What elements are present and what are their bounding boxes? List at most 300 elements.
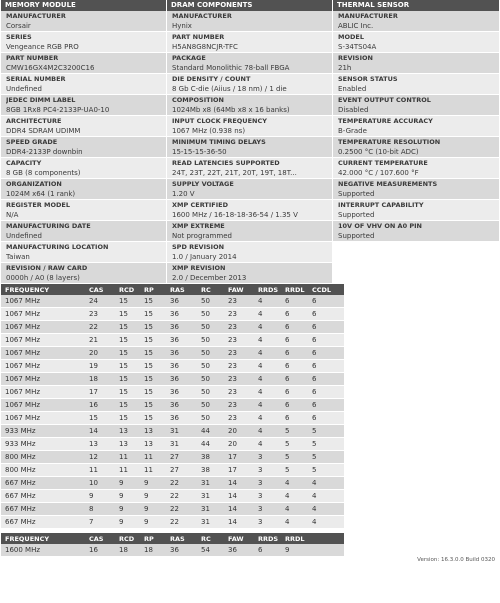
table-cell: 4 [254, 321, 281, 334]
memory-module-prop-row [1, 242, 166, 263]
prop-label: SPEED GRADE [6, 138, 58, 146]
info-panels [1, 0, 499, 284]
column-header: FAW [224, 284, 254, 295]
table-cell: 15 [115, 321, 140, 334]
table-cell: 18 [140, 544, 166, 557]
prop-value: Standard Monolithic 78-ball FBGA [172, 63, 290, 72]
table-cell: 1067 MHz [1, 321, 85, 334]
table-cell: 6 [308, 373, 344, 386]
table-cell: 24 [85, 295, 115, 308]
table-cell: 12 [85, 451, 115, 464]
table-cell: 15 [140, 386, 166, 399]
prop-value: 21h [338, 63, 352, 72]
table-cell: 16 [85, 399, 115, 412]
prop-value: 1067 MHz (0.938 ns) [172, 126, 246, 135]
memory-module-prop-row [1, 137, 166, 158]
table-cell: 667 MHz [1, 477, 85, 490]
table-cell: 44 [197, 425, 224, 438]
table-cell: 4 [308, 503, 344, 516]
table-cell: 4 [281, 490, 308, 503]
table-cell: 13 [140, 438, 166, 451]
table-cell: 17 [85, 386, 115, 399]
table-cell: 31 [197, 477, 224, 490]
table-cell: 54 [197, 544, 224, 557]
table-cell: 23 [224, 399, 254, 412]
memory-module-prop-row [1, 11, 166, 32]
table-cell: 9 [85, 490, 115, 503]
prop-value: S-34TS04A [338, 42, 377, 51]
thermal-sensor-header: THERMAL SENSOR [333, 0, 499, 11]
table-cell: 4 [254, 438, 281, 451]
table-cell: 50 [197, 399, 224, 412]
table-cell: 667 MHz [1, 490, 85, 503]
table-cell: 6 [308, 386, 344, 399]
table-cell: 6 [281, 412, 308, 425]
prop-label: REVISION [338, 54, 373, 62]
memory-module-header: MEMORY MODULE [1, 0, 166, 11]
table-cell: 6 [308, 360, 344, 373]
thermal-sensor-prop-row [333, 179, 499, 200]
memory-module-prop-row [1, 158, 166, 179]
table-row [1, 490, 344, 503]
table-cell: 933 MHz [1, 438, 85, 451]
timings-table [1, 284, 344, 529]
memory-module-prop-row [1, 74, 166, 95]
prop-label: 10V OF VHV ON A0 PIN [338, 222, 422, 230]
table-cell: 36 [166, 412, 197, 425]
table-cell: 5 [308, 438, 344, 451]
prop-value: ABLIC Inc. [338, 21, 374, 30]
prop-value: Not programmed [172, 231, 232, 240]
thermal-sensor-prop-row [333, 158, 499, 179]
prop-label: REGISTER MODEL [6, 201, 70, 209]
memory-module-prop-row [1, 263, 166, 284]
column-header: RC [197, 284, 224, 295]
table-cell: 6 [308, 334, 344, 347]
table-cell: 31 [197, 516, 224, 529]
prop-label: MANUFACTURER [172, 12, 232, 20]
thermal-sensor-prop-row [333, 95, 499, 116]
prop-label: CURRENT TEMPERATURE [338, 159, 428, 167]
table-cell: 38 [197, 464, 224, 477]
column-header: RRDL [281, 533, 344, 544]
table-cell: 20 [224, 425, 254, 438]
table-cell: 22 [166, 503, 197, 516]
table-row [1, 544, 344, 557]
dram-components-prop-row [167, 53, 332, 74]
prop-label: XMP REVISION [172, 264, 226, 272]
table-cell: 15 [140, 412, 166, 425]
table-cell: 4 [281, 503, 308, 516]
column-header: RAS [166, 533, 197, 544]
table-cell: 23 [224, 334, 254, 347]
dram-components-prop-row [167, 32, 332, 53]
table-cell: 4 [281, 516, 308, 529]
table-cell: 17 [224, 464, 254, 477]
table-cell: 22 [166, 490, 197, 503]
memory-module-prop-row [1, 32, 166, 53]
prop-value: Vengeance RGB PRO [6, 42, 79, 51]
table-row [1, 373, 344, 386]
table-cell: 23 [224, 321, 254, 334]
dram-components-panel [167, 0, 333, 284]
table-cell: 800 MHz [1, 451, 85, 464]
table-cell: 50 [197, 347, 224, 360]
table-cell: 31 [166, 425, 197, 438]
table-cell: 36 [166, 386, 197, 399]
table-row [1, 464, 344, 477]
table-row [1, 386, 344, 399]
table-row [1, 412, 344, 425]
table-cell: 11 [115, 464, 140, 477]
prop-value: 0000h / A0 (8 layers) [6, 273, 80, 282]
table-cell: 50 [197, 334, 224, 347]
table-cell: 19 [85, 360, 115, 373]
table-cell: 1067 MHz [1, 295, 85, 308]
memory-module-prop-row [1, 95, 166, 116]
prop-value: Taiwan [6, 252, 30, 261]
table-cell: 3 [254, 451, 281, 464]
column-header: CCDL [308, 284, 344, 295]
spd-report [1, 0, 499, 563]
prop-value: 1600 MHz / 16-18-18-36-54 / 1.35 V [172, 210, 298, 219]
thermal-sensor-prop-row [333, 11, 499, 32]
table-cell: 22 [166, 516, 197, 529]
table-cell: 36 [166, 334, 197, 347]
prop-value: 24T, 23T, 22T, 21T, 20T, 19T, 18T... [172, 168, 297, 177]
table-row [1, 399, 344, 412]
prop-label: PART NUMBER [172, 33, 225, 41]
table-row [1, 477, 344, 490]
table-cell: 5 [281, 438, 308, 451]
table-cell: 11 [140, 464, 166, 477]
table-cell: 5 [281, 464, 308, 477]
dram-components-prop-row [167, 95, 332, 116]
table-cell: 6 [281, 308, 308, 321]
table-cell: 21 [85, 334, 115, 347]
prop-label: SPD REVISION [172, 243, 225, 251]
table-row [1, 295, 344, 308]
column-header: RC [197, 533, 224, 544]
prop-value: Supported [338, 231, 375, 240]
column-header: CAS [85, 284, 115, 295]
table-cell: 15 [115, 373, 140, 386]
table-cell: 7 [85, 516, 115, 529]
table-cell: 15 [140, 373, 166, 386]
dram-components-prop-row [167, 221, 332, 242]
table-cell: 15 [115, 412, 140, 425]
prop-value: Hynix [172, 21, 192, 30]
prop-label: COMPOSITION [172, 96, 224, 104]
table-cell: 15 [115, 308, 140, 321]
table-cell: 15 [140, 308, 166, 321]
prop-label: SERIES [6, 33, 32, 41]
table-cell: 6 [281, 399, 308, 412]
column-header: RCD [115, 284, 140, 295]
table-cell: 31 [166, 438, 197, 451]
thermal-sensor-prop-row [333, 74, 499, 95]
table-row [1, 347, 344, 360]
table-cell: 36 [166, 360, 197, 373]
table-cell: 15 [115, 360, 140, 373]
column-header: FREQUENCY [1, 284, 85, 295]
prop-label: XMP EXTREME [172, 222, 225, 230]
table-cell: 36 [166, 544, 197, 557]
thermal-sensor-panel [333, 0, 499, 284]
thermal-sensor-prop-row [333, 32, 499, 53]
table-cell: 23 [224, 308, 254, 321]
prop-label: JEDEC DIMM LABEL [6, 96, 76, 104]
column-header: RRDS [254, 284, 281, 295]
prop-label: MINIMUM TIMING DELAYS [172, 138, 266, 146]
table-cell: 14 [224, 503, 254, 516]
table-cell: 14 [85, 425, 115, 438]
table-cell: 18 [85, 373, 115, 386]
table-cell: 800 MHz [1, 464, 85, 477]
table-cell: 50 [197, 295, 224, 308]
xmp-body [1, 544, 344, 557]
prop-value: 2.0 / December 2013 [172, 273, 247, 282]
dram-components-props [167, 11, 332, 284]
table-cell: 9 [115, 516, 140, 529]
table-cell: 4 [308, 490, 344, 503]
table-cell: 50 [197, 386, 224, 399]
table-cell: 1067 MHz [1, 412, 85, 425]
table-cell: 6 [308, 308, 344, 321]
table-cell: 3 [254, 516, 281, 529]
table-row [1, 503, 344, 516]
table-cell: 9 [115, 503, 140, 516]
prop-value: Corsair [6, 21, 31, 30]
prop-value: 1.0 / January 2014 [172, 252, 237, 261]
table-cell: 11 [85, 464, 115, 477]
table-cell: 9 [140, 516, 166, 529]
table-cell: 36 [166, 399, 197, 412]
table-cell: 3 [254, 477, 281, 490]
table-cell: 933 MHz [1, 425, 85, 438]
table-cell: 15 [140, 321, 166, 334]
prop-label: SUPPLY VOLTAGE [172, 180, 234, 188]
table-cell: 1600 MHz [1, 544, 85, 557]
table-cell: 9 [140, 490, 166, 503]
table-cell: 36 [166, 347, 197, 360]
table-cell: 36 [166, 321, 197, 334]
timings-header-row [1, 284, 344, 295]
thermal-sensor-prop-row [333, 137, 499, 158]
table-cell: 15 [115, 334, 140, 347]
prop-label: TEMPERATURE ACCURACY [338, 117, 433, 125]
table-cell: 27 [166, 451, 197, 464]
table-cell: 50 [197, 321, 224, 334]
table-cell: 15 [115, 347, 140, 360]
prop-label: ORGANIZATION [6, 180, 62, 188]
table-cell: 5 [308, 425, 344, 438]
table-cell: 9 [140, 503, 166, 516]
dram-components-prop-row [167, 200, 332, 221]
table-cell: 8 [85, 503, 115, 516]
table-cell: 15 [140, 334, 166, 347]
memory-module-prop-row [1, 221, 166, 242]
thermal-sensor-prop-row [333, 53, 499, 74]
prop-value: 1024M x64 (1 rank) [6, 189, 76, 198]
table-cell: 3 [254, 490, 281, 503]
table-cell: 3 [254, 464, 281, 477]
prop-value: 42.000 °C / 107.600 °F [338, 168, 419, 177]
prop-label: MODEL [338, 33, 364, 41]
dram-components-prop-row [167, 242, 332, 263]
prop-value: Supported [338, 189, 375, 198]
table-cell: 1067 MHz [1, 386, 85, 399]
table-cell: 27 [166, 464, 197, 477]
table-row [1, 425, 344, 438]
table-cell: 4 [254, 334, 281, 347]
dram-components-prop-row [167, 158, 332, 179]
thermal-sensor-prop-row [333, 221, 499, 242]
table-cell: 22 [166, 477, 197, 490]
table-cell: 4 [308, 516, 344, 529]
prop-value: N/A [6, 210, 19, 219]
table-cell: 5 [308, 451, 344, 464]
memory-module-prop-row [1, 53, 166, 74]
table-cell: 5 [281, 451, 308, 464]
table-cell: 11 [140, 451, 166, 464]
prop-label: ARCHITECTURE [6, 117, 62, 125]
prop-label: EVENT OUTPUT CONTROL [338, 96, 431, 104]
prop-value: H5AN8G8NCJR-TFC [172, 42, 238, 51]
table-row [1, 360, 344, 373]
version-label: Version: 16.3.0.0 Build 0320 [417, 557, 495, 563]
prop-value: 1.20 V [172, 189, 195, 198]
dram-components-prop-row [167, 74, 332, 95]
table-cell: 31 [197, 490, 224, 503]
column-header: RRDS [254, 533, 281, 544]
table-cell: 6 [281, 373, 308, 386]
table-cell: 23 [224, 412, 254, 425]
table-cell: 667 MHz [1, 516, 85, 529]
table-cell: 23 [85, 308, 115, 321]
table-cell: 23 [224, 386, 254, 399]
table-cell: 4 [254, 386, 281, 399]
table-cell: 1067 MHz [1, 347, 85, 360]
table-cell: 20 [224, 438, 254, 451]
table-cell: 44 [197, 438, 224, 451]
table-cell: 1067 MHz [1, 334, 85, 347]
table-cell: 4 [254, 308, 281, 321]
prop-label: SERIAL NUMBER [6, 75, 66, 83]
prop-value: 8 GB (8 components) [6, 168, 81, 177]
table-cell: 1067 MHz [1, 399, 85, 412]
table-row [1, 334, 344, 347]
prop-value: 8 Gb C-die (Aiius / 18 nm) / 1 die [172, 84, 287, 93]
prop-label: XMP CERTIFIED [172, 201, 228, 209]
memory-module-prop-row [1, 179, 166, 200]
xmp-header-row [1, 533, 344, 544]
table-cell: 4 [281, 477, 308, 490]
column-header: CAS [85, 533, 115, 544]
table-cell: 5 [281, 425, 308, 438]
table-cell: 6 [308, 399, 344, 412]
dram-components-prop-row [167, 11, 332, 32]
prop-label: DIE DENSITY / COUNT [172, 75, 251, 83]
timings-body [1, 295, 344, 529]
table-cell: 10 [85, 477, 115, 490]
prop-label: NEGATIVE MEASUREMENTS [338, 180, 438, 188]
prop-label: SENSOR STATUS [338, 75, 398, 83]
table-cell: 15 [115, 399, 140, 412]
table-cell: 5 [308, 464, 344, 477]
prop-value: Enabled [338, 84, 367, 93]
table-cell: 15 [115, 386, 140, 399]
prop-label: INPUT CLOCK FREQUENCY [172, 117, 267, 125]
prop-value: Undefined [6, 231, 42, 240]
table-cell: 1067 MHz [1, 308, 85, 321]
prop-label: MANUFACTURER [338, 12, 398, 20]
memory-module-panel [1, 0, 167, 284]
table-cell: 13 [140, 425, 166, 438]
prop-label: PACKAGE [172, 54, 206, 62]
memory-module-prop-row [1, 116, 166, 137]
prop-value: Disabled [338, 105, 369, 114]
empty-cell [333, 263, 499, 284]
memory-module-props [1, 11, 166, 284]
prop-label: READ LATENCIES SUPPORTED [172, 159, 280, 167]
xmp-table [1, 533, 344, 557]
column-header: FAW [224, 533, 254, 544]
table-cell: 36 [224, 544, 254, 557]
prop-value: CMW16GX4M2C3200C16 [6, 63, 95, 72]
thermal-sensor-props [333, 11, 499, 284]
table-cell: 50 [197, 308, 224, 321]
table-cell: 4 [254, 373, 281, 386]
dram-components-prop-row [167, 137, 332, 158]
prop-value: DDR4 SDRAM UDIMM [6, 126, 81, 135]
table-cell: 6 [281, 321, 308, 334]
table-cell: 13 [115, 425, 140, 438]
table-cell: 4 [254, 399, 281, 412]
table-cell: 6 [308, 412, 344, 425]
table-cell: 17 [224, 451, 254, 464]
table-cell: 23 [224, 295, 254, 308]
table-cell: 6 [281, 386, 308, 399]
table-cell: 4 [254, 425, 281, 438]
table-cell: 6 [281, 334, 308, 347]
table-cell: 36 [166, 295, 197, 308]
table-cell: 667 MHz [1, 503, 85, 516]
table-cell: 15 [115, 295, 140, 308]
table-cell: 4 [254, 412, 281, 425]
table-cell: 4 [254, 360, 281, 373]
table-cell: 6 [254, 544, 281, 557]
dram-components-prop-row [167, 263, 332, 284]
table-cell: 22 [85, 321, 115, 334]
column-header: RRDL [281, 284, 308, 295]
table-cell: 23 [224, 373, 254, 386]
table-cell: 9 [140, 477, 166, 490]
table-cell: 14 [224, 516, 254, 529]
table-cell: 6 [281, 295, 308, 308]
table-cell: 50 [197, 360, 224, 373]
table-cell: 6 [308, 321, 344, 334]
prop-value: 8GB 1Rx8 PC4-2133P-UA0-10 [6, 105, 110, 114]
dram-components-prop-row [167, 116, 332, 137]
dram-components-header: DRAM COMPONENTS [167, 0, 332, 11]
prop-value: Undefined [6, 84, 42, 93]
prop-label: REVISION / RAW CARD [6, 264, 88, 272]
table-cell: 13 [115, 438, 140, 451]
memory-module-prop-row [1, 200, 166, 221]
table-cell: 3 [254, 503, 281, 516]
table-cell: 15 [140, 399, 166, 412]
